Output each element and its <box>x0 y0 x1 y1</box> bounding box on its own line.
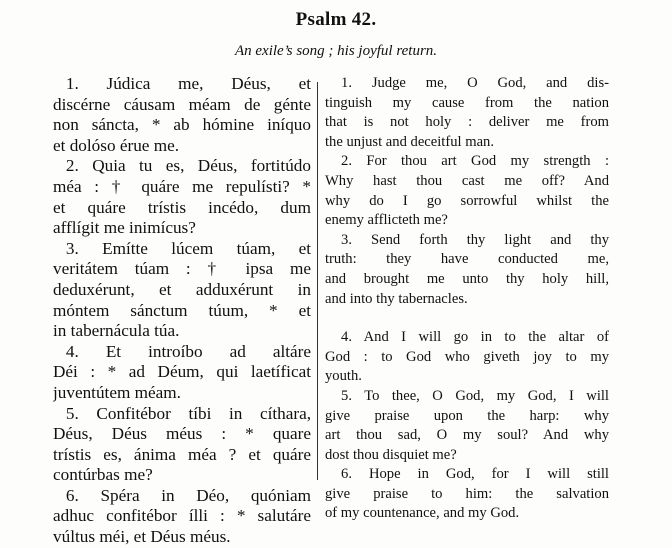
latin-verse-line: trístis es, ánima méa ? et quáre <box>53 444 311 464</box>
english-verse-line: give praise to him: the salvation <box>325 485 609 502</box>
latin-verse-line: et dolóso érue me. <box>53 135 180 155</box>
english-verse-line: Why hast thou cast me off? And <box>325 172 609 189</box>
english-verse-line: youth. <box>325 368 362 385</box>
column-divider <box>317 82 318 480</box>
latin-verse-line: móntem sánctum túum, * et <box>53 300 311 320</box>
latin-verse-line: Déus, Déus méus : * quare <box>53 424 311 444</box>
latin-verse-line: juventútem méam. <box>53 382 181 402</box>
latin-verse-line: afflígit me inimícus? <box>53 218 196 238</box>
english-verse-line: why do I go sorrowful whilst the <box>325 192 609 209</box>
english-verse-line: and into thy tabernacles. <box>325 290 468 307</box>
psalm-title: Psalm 42. <box>295 9 377 30</box>
english-verse-line: give praise upon the harp: why <box>325 407 609 424</box>
latin-verse-line: 6. Spéra in Déo, quóniam <box>65 485 311 505</box>
english-verse-line: 6. Hope in God, for I will still <box>341 466 609 483</box>
latin-verse-line: 5. Confitébor tíbi in cíthara, <box>65 403 311 423</box>
english-verse-line: enemy afflicteth me? <box>325 212 448 229</box>
latin-verse-line: vúltus méi, et Déus méus. <box>53 527 231 547</box>
latin-verse-line: 1. Júdica me, Déus, et <box>65 74 311 93</box>
english-verse-line: 5. To thee, O God, my God, I will <box>341 387 609 404</box>
verse-gap <box>325 309 609 328</box>
latin-verse-line: veritátem túam : † ipsa me <box>53 259 311 279</box>
latin-verse-line: non sáncta, * ab hómine iníquo <box>53 115 311 135</box>
latin-column <box>53 74 311 548</box>
latin-verse-line: 3. Emítte lúcem túam, et <box>65 238 311 258</box>
english-verse-line: the unjust and deceitful man. <box>325 133 494 150</box>
latin-verse-line: 2. Quia tu es, Déus, fortitúdo <box>65 156 311 176</box>
latin-verse-line: deduxérunt, et adduxérunt in <box>53 279 311 299</box>
english-verse-line: 2. For thou art God my strength : <box>341 153 609 170</box>
latin-verse-line: méa : † quáre me repulísti? * <box>53 176 311 196</box>
latin-verse-line: in tabernácula túa. <box>53 321 180 341</box>
latin-verse-line: 4. Et introíbo ad altáre <box>65 341 311 361</box>
english-verse-line: truth: they have conducted me, <box>325 251 609 268</box>
latin-verse-line: Déi : * ad Déum, qui laetíficat <box>53 362 311 382</box>
english-verse-line: art thou sad, O my soul? And why <box>325 427 609 444</box>
english-verse-line: tinguish my cause from the nation <box>325 94 609 111</box>
latin-verse-line: et quáre trístis incédo, dum <box>53 197 311 217</box>
english-verse-line: of my countenance, and my God. <box>325 505 520 522</box>
english-verse-line: that is not holy : deliver me from <box>325 114 609 131</box>
latin-verse-line: discérne cáusam méam de génte <box>53 94 311 114</box>
english-verse-line: 1. Judge me, O God, and dis- <box>341 75 609 91</box>
english-verse-line: dost thou disquiet me? <box>325 446 457 463</box>
english-verse-line: God : to God who giveth joy to my <box>325 348 609 365</box>
latin-verse-line: contúrbas me? <box>53 465 153 485</box>
english-column <box>325 74 609 524</box>
latin-verse-line: adhuc confitébor ílli : * salutáre <box>53 506 311 526</box>
english-verse-line: 4. And I will go in to the altar of <box>341 329 609 346</box>
english-verse-line: and brought me unto thy holy hill, <box>325 270 609 287</box>
psalm-subtitle: An exile’s song ; his joyful return. <box>234 43 438 59</box>
english-verse-line: 3. Send forth thy light and thy <box>341 231 609 248</box>
